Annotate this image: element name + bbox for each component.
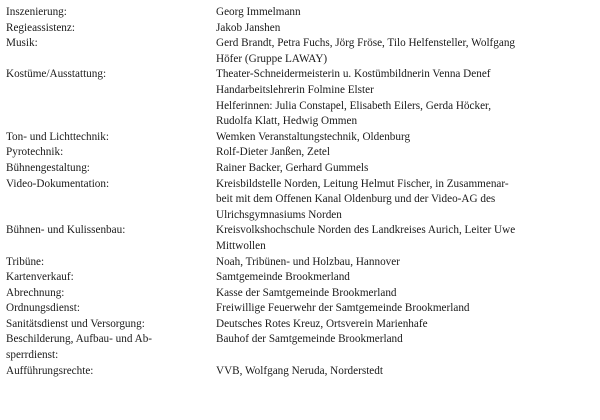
credit-names-line: Noah, Tribünen- und Holzbau, Hannover <box>216 255 400 268</box>
credit-role-label: Bühnengestaltung: <box>6 161 90 174</box>
credit-role-label-line: Beschilderung, Aufbau- und Ab- <box>6 333 153 346</box>
credit-names <box>216 67 594 129</box>
credit-names-line: Kreisbildstelle Norden, Leitung Helmut Fischer, in Zusammenar- <box>216 177 509 190</box>
credit-names <box>216 36 594 67</box>
credit-names <box>216 130 594 146</box>
credit-role-label: Musik: <box>6 37 38 50</box>
credit-role-label: Abrechnung: <box>6 286 65 299</box>
credit-row <box>6 177 594 224</box>
credit-names <box>216 286 594 302</box>
credit-role-label: Tribüne: <box>6 255 45 268</box>
credit-names-line: Georg Immelmann <box>216 6 301 18</box>
credit-names <box>216 223 594 254</box>
credit-names <box>216 177 594 224</box>
credit-role-label-line: sperrdienst: <box>6 349 59 362</box>
credit-names <box>216 5 594 21</box>
credit-row <box>6 161 594 177</box>
credit-names <box>216 161 594 177</box>
credit-names-line: Rudolfa Klatt, Hedwig Ommen <box>216 115 358 128</box>
credit-row <box>6 317 594 333</box>
credit-row <box>6 332 594 363</box>
credit-row <box>6 301 594 317</box>
credit-row <box>6 5 594 21</box>
credit-names <box>216 332 594 348</box>
credit-row <box>6 270 594 286</box>
credit-names <box>216 317 594 333</box>
credit-row <box>6 223 594 254</box>
credits-list <box>6 5 594 379</box>
credit-names-line: Ulrichsgymnasiums Norden <box>216 208 342 221</box>
credit-names-line: VVB, Wolfgang Neruda, Norderstedt <box>216 364 383 377</box>
credit-names <box>216 364 594 380</box>
credit-names-line: Jakob Janshen <box>216 21 281 34</box>
credit-names-line: Kreisvolkshochschule Norden des Landkreises Aurich, Leiter Uwe <box>216 224 516 237</box>
credit-names-line: Helferinnen: Julia Constapel, Elisabeth Eilers, Gerda Höcker, <box>216 99 492 112</box>
credit-names <box>216 145 594 161</box>
credit-names <box>216 255 594 271</box>
credit-row <box>6 67 594 129</box>
credit-names-line: Handarbeitslehrerin Folmine Elster <box>216 83 374 96</box>
credit-names-line: Rainer Backer, Gerhard Gummels <box>216 161 369 174</box>
credit-row <box>6 36 594 67</box>
credit-role-label: Kostüme/Ausstattung: <box>6 68 107 81</box>
credit-role-label: Aufführungsrechte: <box>6 364 94 377</box>
credit-row <box>6 145 594 161</box>
credit-names-line: Deutsches Rotes Kreuz, Ortsverein Marienhafe <box>216 317 428 330</box>
credit-role-label <box>6 332 216 363</box>
credit-names-line: Wemken Veranstaltungstechnik, Oldenburg <box>216 130 411 143</box>
credit-names <box>216 21 594 37</box>
credit-names-line: Freiwillige Feuerwehr der Samtgemeinde Brookmerland <box>216 302 470 315</box>
credit-row <box>6 21 594 37</box>
credit-names-line: Bauhof der Samtgemeinde Brookmerland <box>216 333 403 346</box>
credit-row <box>6 130 594 146</box>
credit-names-line: Theater-Schneidermeisterin u. Kostümbildnerin Venna Denef <box>216 68 491 81</box>
credit-role-label: Ton- und Lichttechnik: <box>6 130 109 143</box>
credit-role-label: Regieassistenz: <box>6 21 75 34</box>
credit-role-label: Kartenverkauf: <box>6 271 74 284</box>
credit-names-line: Kasse der Samtgemeinde Brookmerland <box>216 286 397 299</box>
credit-names <box>216 270 594 286</box>
credit-names-line: Gerd Brandt, Petra Fuchs, Jörg Fröse, Tilo Helfensteller, Wolfgang <box>216 37 516 50</box>
credit-names-line: Rolf-Dieter Janßen, Zetel <box>216 146 331 159</box>
credit-row <box>6 286 594 302</box>
credit-names-line: beit mit dem Offenen Kanal Oldenburg und der Video-AG des <box>216 193 496 206</box>
credit-role-label: Sanitätsdienst und Versorgung: <box>6 317 145 330</box>
credit-role-label: Pyrotechnik: <box>6 146 64 159</box>
credit-row <box>6 364 594 380</box>
credit-names-line: Samtgemeinde Brookmerland <box>216 271 350 284</box>
credit-names <box>216 301 594 317</box>
credit-role-label: Bühnen- und Kulissenbau: <box>6 224 126 237</box>
credit-role-label: Video-Dokumentation: <box>6 177 110 190</box>
credit-role-label: Inszenierung: <box>6 6 67 18</box>
credit-names-line: Höfer (Gruppe LAWAY) <box>216 52 328 65</box>
credit-row <box>6 255 594 271</box>
credit-names-line: Mittwollen <box>216 239 266 252</box>
credit-role-label: Ordnungsdienst: <box>6 302 80 315</box>
